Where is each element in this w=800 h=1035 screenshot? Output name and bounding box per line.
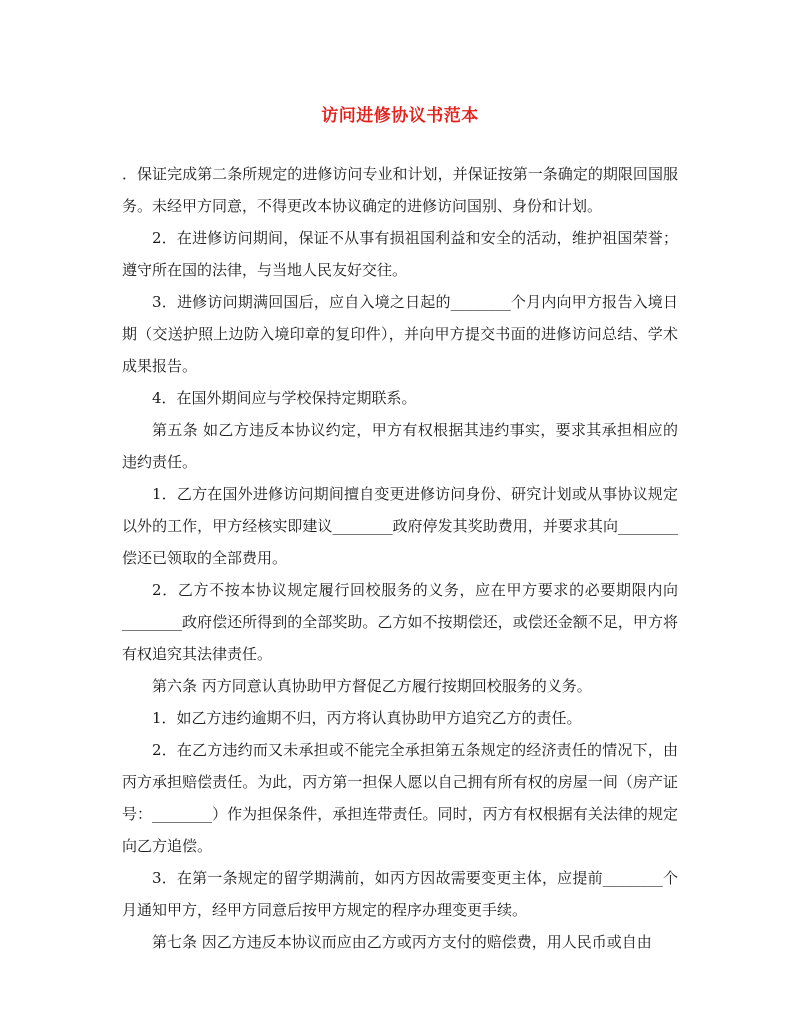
paragraph-article-7: 第七条 因乙方违反本协议而应由乙方或丙方支付的赔偿费，用人民币或自由 <box>152 933 652 951</box>
paragraph-article-6: 第六条 丙方同意认真协助甲方督促乙方履行按期回校服务的义务。 <box>152 677 592 695</box>
document-title: 访问进修协议书范本 <box>321 106 479 126</box>
paragraph-article-5-item-2: 2．乙方不按本协议规定履行回校服务的义务，应在甲方要求的必要期限内向________政府偿还所得到的全部奖助。乙方如不按期偿还，或偿还金额不足，甲方将有权追究其法律责任。 <box>122 581 678 663</box>
document-body <box>122 158 678 958</box>
paragraph-clause-2-conduct: 2．在进修访问期间，保证不从事有损祖国利益和安全的活动，维护祖国荣誉；遵守所在国的法律，与当地人民友好交往。 <box>122 229 678 279</box>
paragraph-article-6-item-1: 1．如乙方违约逾期不归，丙方将认真协助甲方追究乙方的责任。 <box>152 709 582 727</box>
paragraph-article-6-item-2: 2．在乙方违约而又未承担或不能完全承担第五条规定的经济责任的情况下，由丙方承担赔偿责任。为此，丙方第一担保人愿以自己拥有所有权的房屋一间（房产证号：________）作为担保条件，承担连带责任。同时，丙方有权根据有关法律的规定向乙方追偿。 <box>122 741 678 855</box>
paragraph-clause-4-contact: 4．在国外期间应与学校保持定期联系。 <box>152 389 417 407</box>
paragraph-article-5-item-1: 1．乙方在国外进修访问期间擅自变更进修访问身份、研究计划或从事协议规定以外的工作，甲方经核实即建议________政府停发其奖助费用，并要求其向________偿还已领取的全部费用。 <box>122 485 678 567</box>
paragraph-guarantee-plan: ．保证完成第二条所规定的进修访问专业和计划，并保证按第一条确定的期限回国服务。未经甲方同意，不得更改本协议确定的进修访问国别、身份和计划。 <box>122 165 678 215</box>
paragraph-article-5: 第五条 如乙方违反本协议约定，甲方有权根据其违约事实，要求其承担相应的违约责任。 <box>122 421 678 471</box>
paragraph-article-6-item-3: 3．在第一条规定的留学期满前，如丙方因故需要变更主体，应提前________个月通知甲方，经甲方同意后按甲方规定的程序办理变更手续。 <box>122 869 678 919</box>
paragraph-clause-3-report: 3．进修访问期满回国后，应自入境之日起的________个月内向甲方报告入境日期（交送护照上边防入境印章的复印件），并向甲方提交书面的进修访问总结、学术成果报告。 <box>122 293 678 375</box>
